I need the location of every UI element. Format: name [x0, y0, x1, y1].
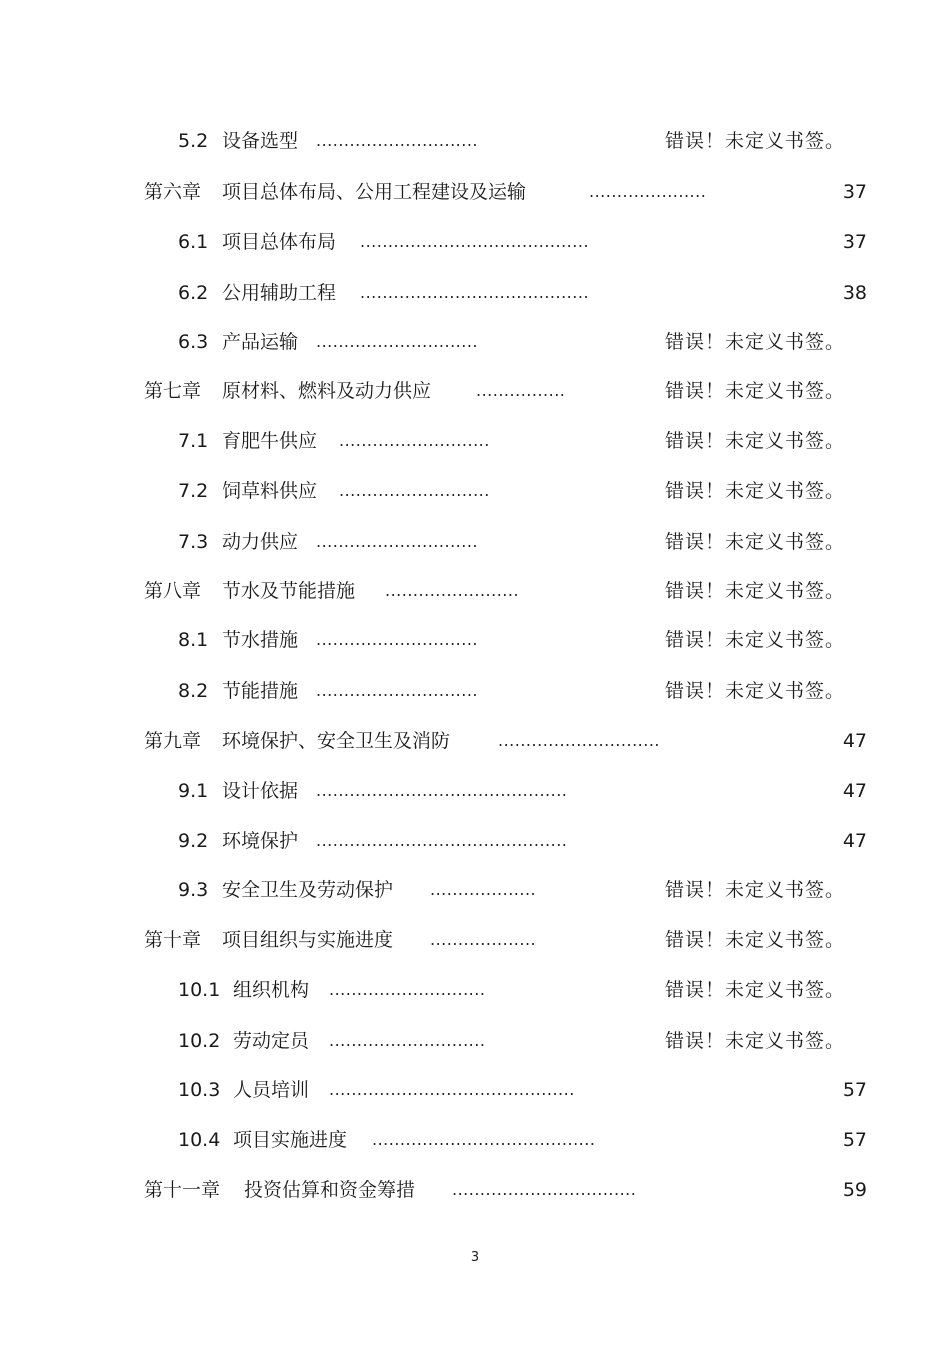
toc-entry-number: 10.2: [178, 1030, 221, 1052]
toc-leader-dots: .................................: [452, 1180, 637, 1199]
toc-entry-number: 10.4: [178, 1129, 221, 1151]
toc-page-number: 47: [842, 780, 867, 802]
toc-entry-number: 第七章: [144, 380, 202, 402]
toc-leader-dots: .............................................: [316, 831, 568, 850]
toc-entry-title: 环境保护: [222, 830, 299, 852]
toc-entry-number: 5.2: [178, 130, 209, 152]
toc-entry-chapter-9[interactable]: [0, 726, 950, 756]
toc-entry-6-1[interactable]: [0, 227, 950, 257]
toc-entry-chapter-11[interactable]: [0, 1175, 950, 1205]
toc-entry-10-4[interactable]: [0, 1125, 950, 1155]
toc-page-number: 47: [842, 830, 867, 852]
toc-entry-number: 7.3: [178, 531, 209, 553]
toc-page-ref: 错误！未定义书签。: [665, 979, 846, 1001]
toc-page-ref: 错误！未定义书签。: [665, 480, 846, 502]
toc-entry-number: 6.2: [178, 282, 209, 304]
toc-entry-8-1[interactable]: [0, 625, 950, 655]
toc-entry-chapter-8[interactable]: [0, 576, 950, 606]
toc-entry-number: 第九章: [144, 730, 202, 752]
toc-page-ref: 错误！未定义书签。: [665, 380, 846, 402]
toc-entry-title: 人员培训: [233, 1079, 310, 1101]
toc-page-ref: 错误！未定义书签。: [665, 430, 846, 452]
toc-page-ref: 错误！未定义书签。: [665, 879, 846, 901]
toc-entry-6-2[interactable]: [0, 278, 950, 308]
toc-leader-dots: .............................: [498, 731, 660, 750]
toc-entry-title: 动力供应: [222, 531, 299, 553]
toc-leader-dots: ............................: [329, 980, 486, 999]
toc-leader-dots: .............................: [316, 681, 478, 700]
toc-entry-title: 安全卫生及劳动保护: [222, 879, 394, 901]
toc-entry-title: 投资估算和资金筹措: [244, 1179, 416, 1201]
toc-page-ref: 错误！未定义书签。: [665, 331, 846, 353]
toc-leader-dots: ...........................: [339, 431, 490, 450]
toc-entry-7-1[interactable]: [0, 426, 950, 456]
toc-leader-dots: ............................................: [329, 1080, 575, 1099]
toc-page-ref: 错误！未定义书签。: [665, 531, 846, 553]
toc-entry-title: 节水措施: [222, 629, 299, 651]
toc-page-number: 59: [842, 1179, 867, 1201]
toc-leader-dots: ........................: [385, 581, 520, 600]
toc-entry-9-1[interactable]: [0, 776, 950, 806]
toc-entry-8-2[interactable]: [0, 676, 950, 706]
toc-page-number: 57: [842, 1079, 867, 1101]
toc-leader-dots: ................: [476, 381, 566, 400]
toc-entry-number: 7.2: [178, 480, 209, 502]
toc-entry-title: 饲草料供应: [222, 480, 318, 502]
toc-page-ref: 错误！未定义书签。: [665, 580, 846, 602]
toc-page-ref: 错误！未定义书签。: [665, 1030, 846, 1052]
toc-entry-7-2[interactable]: [0, 476, 950, 506]
toc-leader-dots: .........................................: [360, 283, 590, 302]
toc-leader-dots: .....................: [589, 182, 707, 201]
toc-entry-number: 7.1: [178, 430, 209, 452]
toc-entry-title: 设计依据: [222, 780, 299, 802]
toc-entry-9-2[interactable]: [0, 826, 950, 856]
toc-page-number: 47: [842, 730, 867, 752]
toc-entry-title: 设备选型: [222, 130, 299, 152]
toc-leader-dots: .............................................: [316, 781, 568, 800]
toc-entry-10-3[interactable]: [0, 1075, 950, 1105]
toc-entry-chapter-6[interactable]: [0, 177, 950, 207]
toc-entry-title: 项目实施进度: [233, 1129, 348, 1151]
toc-page-ref: 错误！未定义书签。: [665, 929, 846, 951]
toc-entry-chapter-7[interactable]: [0, 376, 950, 406]
toc-leader-dots: ............................: [329, 1031, 486, 1050]
toc-entry-title: 组织机构: [233, 979, 310, 1001]
toc-entry-7-3[interactable]: [0, 527, 950, 557]
toc-leader-dots: .............................: [316, 332, 478, 351]
toc-leader-dots: .............................: [316, 131, 478, 150]
toc-entry-number: 第十章: [144, 929, 202, 951]
toc-page-ref: 错误！未定义书签。: [665, 680, 846, 702]
toc-leader-dots: .........................................: [360, 232, 590, 251]
toc-entry-title: 育肥牛供应: [222, 430, 318, 452]
toc-page-ref: 错误！未定义书签。: [665, 629, 846, 651]
toc-entry-number: 6.3: [178, 331, 209, 353]
toc-entry-10-2[interactable]: [0, 1026, 950, 1056]
toc-entry-number: 10.1: [178, 979, 221, 1001]
toc-entry-6-3[interactable]: [0, 327, 950, 357]
toc-entry-number: 8.1: [178, 629, 209, 651]
toc-entry-number: 9.1: [178, 780, 209, 802]
toc-entry-number: 9.3: [178, 879, 209, 901]
toc-page-ref: 错误！未定义书签。: [665, 130, 846, 152]
page-number: 3: [470, 1250, 480, 1265]
toc-entry-number: 6.1: [178, 231, 209, 253]
toc-leader-dots: ...................: [430, 930, 537, 949]
toc-page-number: 37: [842, 231, 867, 253]
toc-entry-number: 9.2: [178, 830, 209, 852]
toc-entry-title: 环境保护、安全卫生及消防: [222, 730, 451, 752]
toc-entry-title: 节水及节能措施: [222, 580, 356, 602]
toc-entry-number: 10.3: [178, 1079, 221, 1101]
toc-entry-title: 劳动定员: [233, 1030, 310, 1052]
toc-entry-title: 项目总体布局: [222, 231, 337, 253]
toc-entry-number: 第六章: [144, 181, 202, 203]
toc-leader-dots: .............................: [316, 532, 478, 551]
toc-leader-dots: ...........................: [339, 481, 490, 500]
toc-entry-10-1[interactable]: [0, 975, 950, 1005]
toc-leader-dots: ........................................: [372, 1130, 596, 1149]
toc-entry-title: 项目总体布局、公用工程建设及运输: [222, 181, 527, 203]
toc-leader-dots: ...................: [430, 880, 537, 899]
toc-page-number: 38: [842, 282, 867, 304]
toc-entry-title: 原材料、燃料及动力供应: [222, 380, 432, 402]
toc-entry-9-3[interactable]: [0, 875, 950, 905]
toc-page-number: 37: [842, 181, 867, 203]
toc-entry-number: 第十一章: [144, 1179, 221, 1201]
toc-entry-number: 第八章: [144, 580, 202, 602]
toc-entry-title: 公用辅助工程: [222, 282, 337, 304]
toc-page-number: 57: [842, 1129, 867, 1151]
toc-entry-number: 8.2: [178, 680, 209, 702]
toc-entry-title: 节能措施: [222, 680, 299, 702]
toc-entry-5-2[interactable]: [0, 126, 950, 156]
toc-entry-title: 项目组织与实施进度: [222, 929, 394, 951]
toc-entry-chapter-10[interactable]: [0, 925, 950, 955]
toc-leader-dots: .............................: [316, 630, 478, 649]
toc-entry-title: 产品运输: [222, 331, 299, 353]
